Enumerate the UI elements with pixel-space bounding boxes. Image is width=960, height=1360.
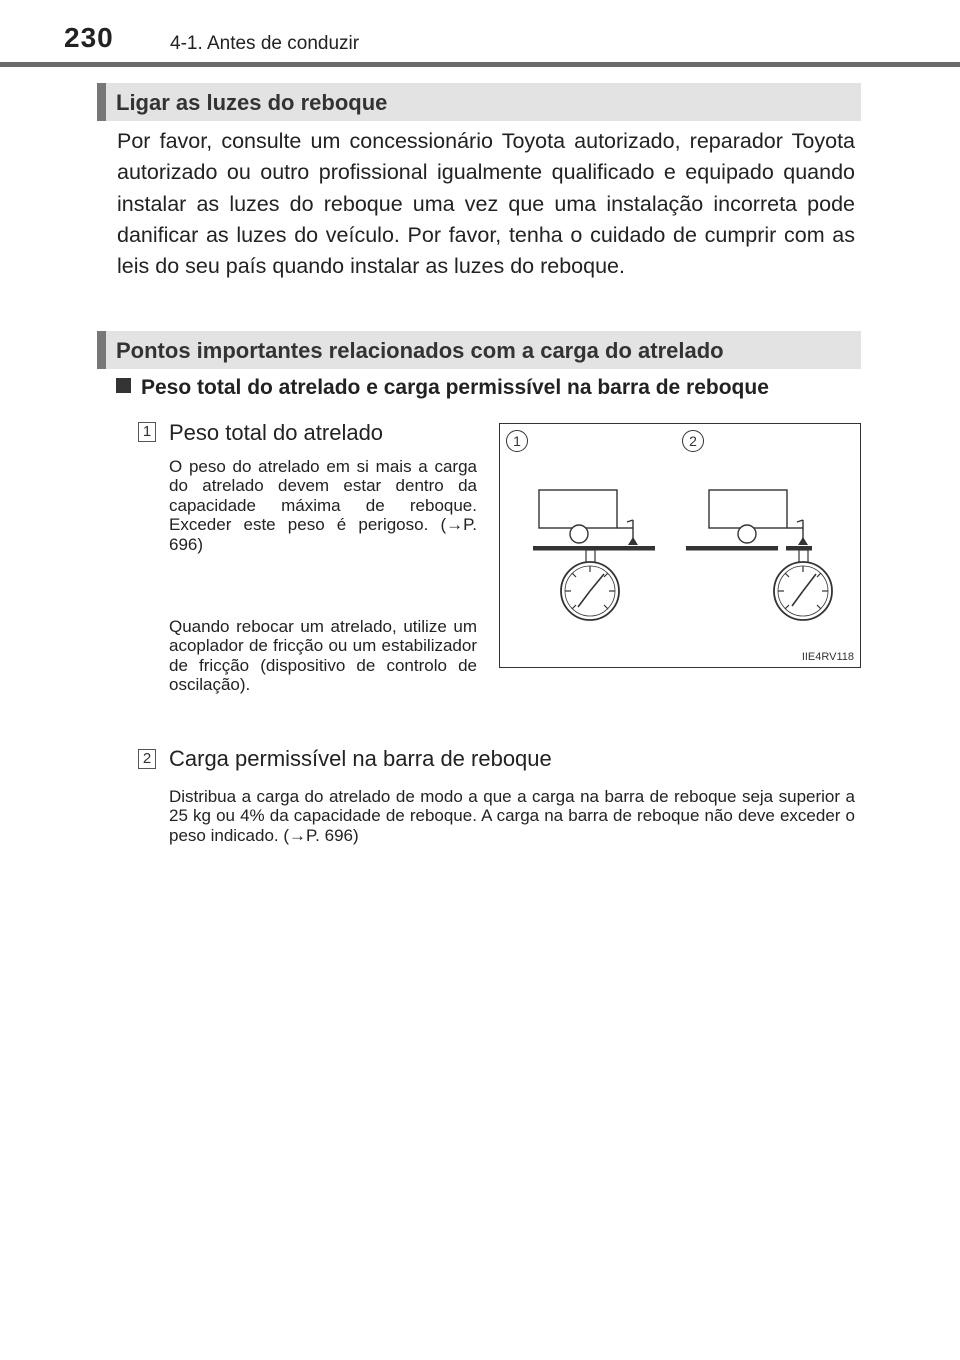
tow-lights-paragraph: Por favor, consulte um concessionário Toyota autorizado, reparador Toyota autorizado ou outro profissional igualmente qualificado e equipado quando instalar as luzes do reboque uma vez que uma instalação incorreta pode danificar as luzes do veículo. Por favor, tenha o cuidado de cumprir com as leis do seu país quando instalar as luzes do reboque. <box>117 129 855 279</box>
section-title-band-2 <box>97 331 861 369</box>
section-path: 4-1. Antes de conduzir <box>170 33 360 54</box>
page-header <box>0 0 960 70</box>
item-body-gross-weight: O peso do atrelado em si mais a carga do atrelado devem estar dentro da capacidade máxima de reboque. Exceder este peso é perigoso. (→P. 696) <box>169 457 477 554</box>
page-number: 230 <box>64 22 114 53</box>
figure-code: IIE4RV118 <box>801 651 854 663</box>
item-number-1: 1 <box>138 422 156 442</box>
figure-label-1: 1 <box>513 433 521 449</box>
square-bullet-icon <box>116 378 131 393</box>
trailer-weight-figure <box>499 423 861 668</box>
tongue-load-scale-icon <box>686 490 832 620</box>
item-title-gross-weight: Peso total do atrelado <box>169 420 384 445</box>
trailer-on-scale-icon <box>533 490 655 620</box>
item-number-2: 2 <box>138 749 156 769</box>
item-title-tongue-load: Carga permissível na barra de reboque <box>169 746 552 771</box>
section-title-tow-lights: Ligar as luzes do reboque <box>116 90 388 115</box>
item-body-tongue-load: Distribua a carga do atrelado de modo a que a carga na barra de reboque seja superior a 25 kg ou 4% da capacidade de reboque. A carga na barra de reboque não deve exceder o peso indicado. (→P. 696) <box>169 787 855 845</box>
subheading <box>116 376 769 400</box>
trailer-scale-diagram <box>500 424 860 667</box>
section-title-band <box>97 83 861 121</box>
header-rule <box>0 62 960 67</box>
section-title-trailer-load: Pontos importantes relacionados com a carga do atrelado <box>116 338 724 363</box>
item-body-coupler: Quando rebocar um atrelado, utilize um acoplador de fricção ou um estabilizador de fricção (dispositivo de controlo de oscilação). <box>169 617 477 695</box>
subheading-text: Peso total do atrelado e carga permissível na barra de reboque <box>141 376 769 399</box>
figure-label-2: 2 <box>689 433 697 449</box>
